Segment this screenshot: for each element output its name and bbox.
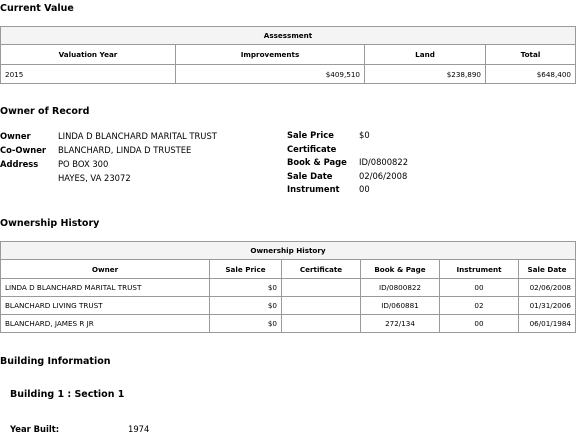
owner-details-right [287,129,408,197]
owner-of-record-heading: Owner of Record [0,106,90,117]
year-built-label: Year Built: [10,424,60,434]
current-value-heading: Current Value [0,3,74,14]
table-row [1,279,576,297]
book-page-label: Book & Page [287,157,347,167]
cell-owner: BLANCHARD, JAMES R JR [1,315,210,333]
col-instrument: Instrument [440,260,519,279]
certificate-label: Certificate [287,143,337,154]
col-valuation-year: Valuation Year [1,45,176,65]
col-sale-price: Sale Price [210,260,282,279]
ownership-history-caption: Ownership History [1,242,576,260]
cell-sale-date: 02/06/2008 [519,279,576,297]
cell-instrument: 00 [440,279,519,297]
cell-year: 2015 [1,65,176,84]
instrument-label: Instrument [287,184,340,194]
building-information-heading: Building Information [0,356,111,367]
sale-date-value: 02/06/2008 [359,170,408,181]
building-section-heading: Building 1 : Section 1 [10,389,125,400]
sale-price-label: Sale Price [287,130,334,140]
assessment-table [0,26,576,84]
col-owner: Owner [1,260,210,279]
col-sale-date: Sale Date [519,260,576,279]
cell-owner: BLANCHARD LIVING TRUST [1,297,210,315]
cell-certificate [282,297,361,315]
col-certificate: Certificate [282,260,361,279]
ownership-history-heading: Ownership History [0,218,100,229]
owner-value: LINDA D BLANCHARD MARITAL TRUST [58,131,217,141]
col-total: Total [486,45,576,65]
cell-sale-date: 01/31/2006 [519,297,576,315]
cell-book-page: 272/134 [361,315,440,333]
owner-label: Owner [0,131,31,141]
cell-sale-price: $0 [210,279,282,297]
year-built-value: 1974 [128,424,150,434]
cell-certificate [282,279,361,297]
cell-total: $648,400 [486,65,576,84]
co-owner-label: Co-Owner [0,145,47,155]
owner-details-left [0,129,217,185]
table-row [1,297,576,315]
sale-date-label: Sale Date [287,170,333,181]
col-land: Land [365,45,486,65]
instrument-value: 00 [359,184,370,194]
cell-instrument: 00 [440,315,519,333]
col-book-page: Book & Page [361,260,440,279]
cell-certificate [282,315,361,333]
assessment-caption: Assessment [1,27,576,45]
address-line-1: PO BOX 300 [58,159,109,169]
col-improvements: Improvements [176,45,365,65]
sale-price-value: $0 [359,130,370,140]
cell-sale-price: $0 [210,315,282,333]
address-line-2: HAYES, VA 23072 [58,173,131,183]
co-owner-value: BLANCHARD, LINDA D TRUSTEE [58,145,192,155]
cell-land: $238,890 [365,65,486,84]
address-label: Address [0,159,39,169]
cell-book-page: ID/0800822 [361,279,440,297]
cell-book-page: ID/060881 [361,297,440,315]
cell-improvements: $409,510 [176,65,365,84]
book-page-value: ID/0800822 [359,157,409,167]
table-row [1,65,576,84]
cell-instrument: 02 [440,297,519,315]
cell-sale-date: 06/01/1984 [519,315,576,333]
year-built-row [10,424,149,434]
cell-owner: LINDA D BLANCHARD MARITAL TRUST [1,279,210,297]
table-row [1,315,576,333]
ownership-history-table [0,241,576,333]
cell-sale-price: $0 [210,297,282,315]
